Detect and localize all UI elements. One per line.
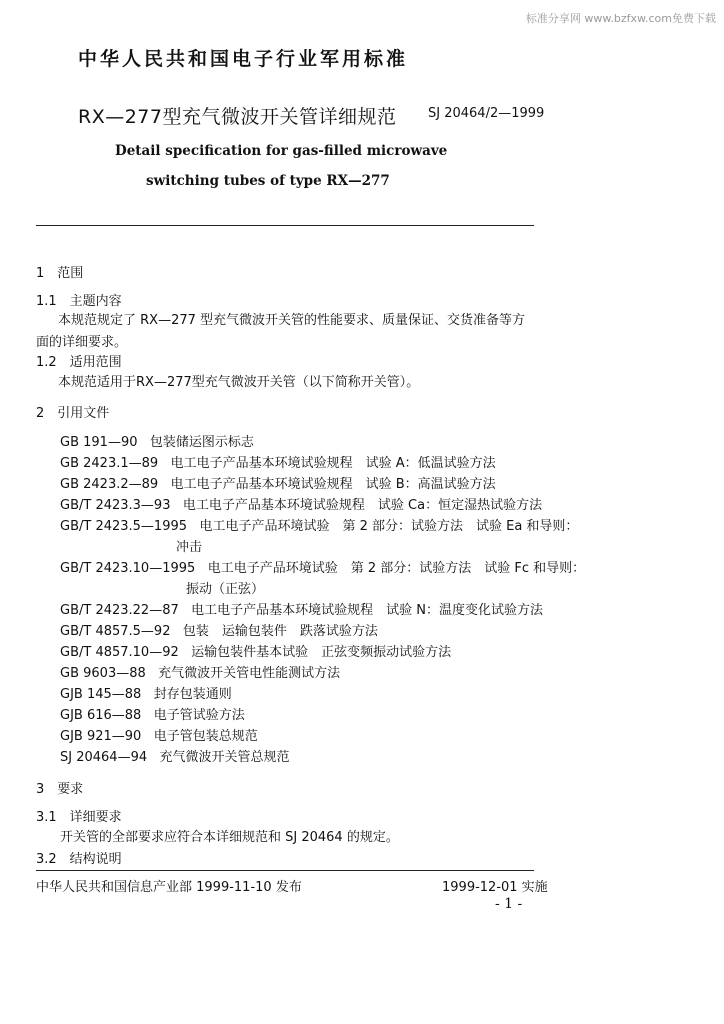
watermark-text: 标准分享网 www.bzfxw.com免费下载	[525, 12, 716, 25]
reference-title: 电工电子产品基本环境试验规程 试验 A：低温试验方法	[170, 456, 496, 471]
reference-code: GB/T 2423.5—1995	[60, 519, 188, 534]
reference-item	[60, 620, 378, 639]
reference-title: 电工电子产品基本环境试验规程 试验 B：高温试验方法	[170, 477, 496, 492]
reference-title: 电子管试验方法	[153, 708, 245, 723]
reference-code: GJB 145—88	[60, 687, 142, 702]
reference-title: 电子管包装总规范	[153, 729, 258, 744]
standard-body-title: 中华人民共和国电子行业军用标准	[78, 48, 409, 70]
standard-number: SJ 20464/2—1999	[428, 106, 545, 121]
page-number: - 1 -	[495, 896, 523, 912]
reference-item	[60, 599, 543, 618]
reference-item	[60, 725, 258, 744]
reference-item	[60, 452, 496, 471]
section-1-2-heading: 1.2 适用范围	[36, 355, 122, 370]
reference-code: GB 191—90	[60, 435, 138, 450]
reference-item	[60, 641, 451, 660]
document-title-en-line1: Detail specification for gas-filled microwave	[115, 143, 448, 159]
section-1-1-body: 本规范规定了 RX—277 型充气微波开关管的性能要求、质量保证、交货准备等方	[58, 313, 526, 328]
section-1-1-body-cont: 面的详细要求。	[36, 335, 128, 350]
section-1-1-heading: 1.1 主题内容	[36, 294, 122, 309]
section-1-heading: 1 范围	[36, 266, 84, 281]
footer-divider	[36, 870, 534, 871]
reference-item	[60, 431, 254, 450]
issuer-line: 中华人民共和国信息产业部 1999-11-10 发布	[36, 880, 302, 895]
reference-code: GB 2423.1—89	[60, 456, 159, 471]
reference-code: GB/T 2423.22—87	[60, 603, 179, 618]
document-title-cn: RX—277型充气微波开关管详细规范	[78, 106, 397, 128]
reference-title: 包装储运图示标志	[149, 435, 254, 450]
reference-code: GB/T 4857.5—92	[60, 624, 171, 639]
section-3-1-heading: 3.1 详细要求	[36, 810, 122, 825]
reference-code: GB 9603—88	[60, 666, 146, 681]
reference-item	[60, 746, 290, 765]
reference-title: 电工电子产品环境试验 第 2 部分：试验方法 试验 Fc 和导则：	[207, 561, 586, 576]
reference-title: 电工电子产品基本环境试验规程 试验 N：温度变化试验方法	[191, 603, 544, 618]
section-3-1-body: 开关管的全部要求应符合本详细规范和 SJ 20464 的规定。	[60, 830, 399, 845]
reference-item	[60, 683, 232, 702]
section-2-heading: 2 引用文件	[36, 406, 110, 421]
reference-title: 电工电子产品基本环境试验规程 试验 Ca：恒定湿热试验方法	[182, 498, 543, 513]
reference-title: 充气微波开关管电性能测试方法	[158, 666, 341, 681]
section-1-2-body: 本规范适用于RX—277型充气微波开关管（以下简称开关管）。	[58, 375, 420, 390]
reference-code: GJB 616—88	[60, 708, 142, 723]
reference-code: GB/T 2423.10—1995	[60, 561, 196, 576]
reference-code: GB/T 4857.10—92	[60, 645, 179, 660]
reference-item	[60, 557, 585, 576]
reference-title-continuation: 冲击	[176, 540, 203, 555]
reference-item	[60, 515, 578, 534]
reference-title: 电工电子产品环境试验 第 2 部分：试验方法 试验 Ea 和导则：	[199, 519, 579, 534]
effective-date: 1999-12-01 实施	[442, 880, 548, 895]
reference-code: SJ 20464—94	[60, 750, 148, 765]
reference-title-continuation: 振动（正弦）	[186, 582, 265, 597]
reference-title: 封存包装通则	[153, 687, 232, 702]
reference-title: 充气微波开关管总规范	[159, 750, 290, 765]
reference-item	[60, 473, 496, 492]
section-3-heading: 3 要求	[36, 782, 84, 797]
reference-item	[60, 704, 245, 723]
section-3-2-heading: 3.2 结构说明	[36, 852, 122, 867]
header-divider	[36, 225, 534, 226]
reference-code: GJB 921—90	[60, 729, 142, 744]
reference-title: 包装 运输包装件 跌落试验方法	[182, 624, 378, 639]
reference-item	[60, 662, 340, 681]
reference-item	[60, 494, 542, 513]
reference-title: 运输包装件基本试验 正弦变频振动试验方法	[191, 645, 452, 660]
reference-code: GB/T 2423.3—93	[60, 498, 171, 513]
document-title-en-line2: switching tubes of type RX—277	[146, 173, 390, 189]
reference-code: GB 2423.2—89	[60, 477, 159, 492]
